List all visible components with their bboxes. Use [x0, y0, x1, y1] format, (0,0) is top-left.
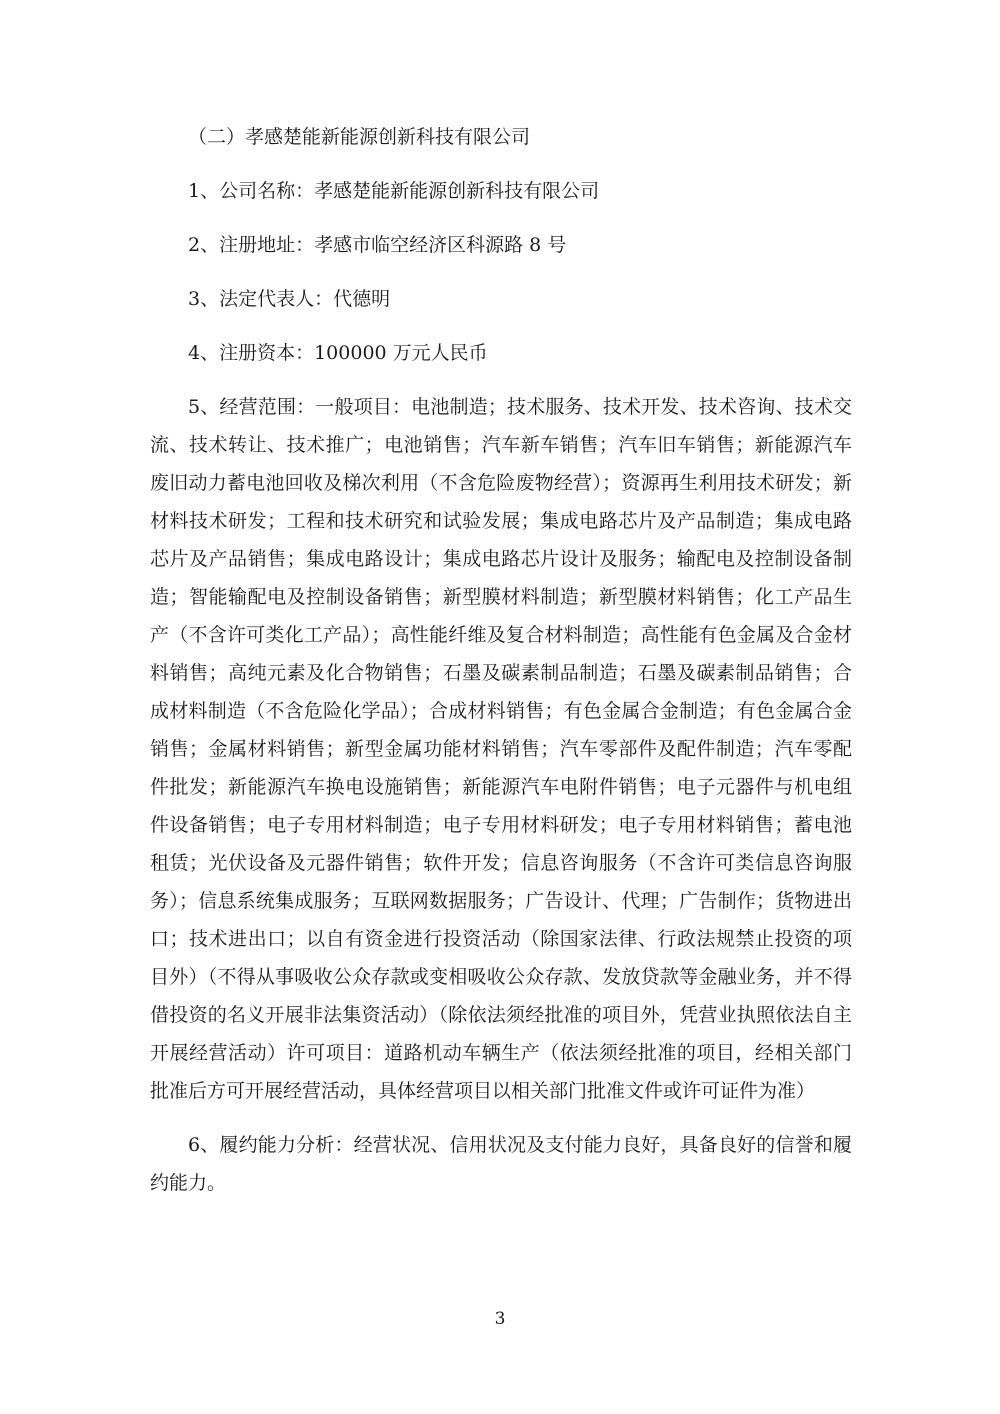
- section-heading: （二）孝感楚能新能源创新科技有限公司: [188, 126, 531, 148]
- legal-representative-item: 3、法定代表人：代德明: [188, 288, 391, 310]
- company-name-item: 1、公司名称：孝感楚能新能源创新科技有限公司: [188, 180, 600, 202]
- performance-ability-item: 6、履约能力分析：经营状况、信用状况及支付能力良好，具备良好的信誉和履约能力。: [150, 1134, 852, 1194]
- registered-capital-item: 4、注册资本：100000 万元人民币: [188, 342, 488, 364]
- page-number: 3: [494, 1309, 506, 1329]
- registered-address-item: 2、注册地址：孝感市临空经济区科源路 8 号: [188, 234, 567, 256]
- business-scope-item: 5、经营范围：一般项目：电池制造；技术服务、技术开发、技术咨询、技术交流、技术转让、技术推广；电池销售；汽车新车销售；汽车旧车销售；新能源汽车废旧动力蓄电池回收及梯次利用（不含危险废物经营）；资源再生利用技术研发；新材料技术研发；工程和技术研究和试验发展；集成电路芯片及产品制造；集成电路芯片及产品销售；集成电路设计；集成电路芯片设计及服务；输配电及控制设备制造；智能输配电及控制设备销售；新型膜材料制造；新型膜材料销售；化工产品生产（不含许可类化工产品）；高性能纤维及复合材料制造；高性能有色金属及合金材料销售；高纯元素及化合物销售；石墨及碳素制品制造；石墨及碳素制品销售；合成材料制造（不含危险化学品）；合成材料销售；有色金属合金制造；有色金属合金销售；金属材料销售；新型金属功能材料销售；汽车零部件及配件制造；汽车零配件批发；新能源汽车换电设施销售；新能源汽车电附件销售；电子元器件与机电组件设备销售；电子专用材料制造；电子专用材料研发；电子专用材料销售；蓄电池租赁；光伏设备及元器件销售；软件开发；信息咨询服务（不含许可类信息咨询服务）；信息系统集成服务；互联网数据服务；广告设计、代理；广告制作；货物进出口；技术进出口；以自有资金进行投资活动（除国家法律、行政法规禁止投资的项目外）（不得从事吸收公众存款或变相吸收公众存款、发放贷款等金融业务，并不得借投资的名义开展非法集资活动）（除依法须经批准的项目外，凭营业执照依法自主开展经营活动）许可项目：道路机动车辆生产（依法须经批准的项目，经相关部门批准后方可开展经营活动，具体经营项目以相关部门批准文件或许可证件为准）: [150, 396, 852, 1102]
- document-body: [150, 118, 852, 1218]
